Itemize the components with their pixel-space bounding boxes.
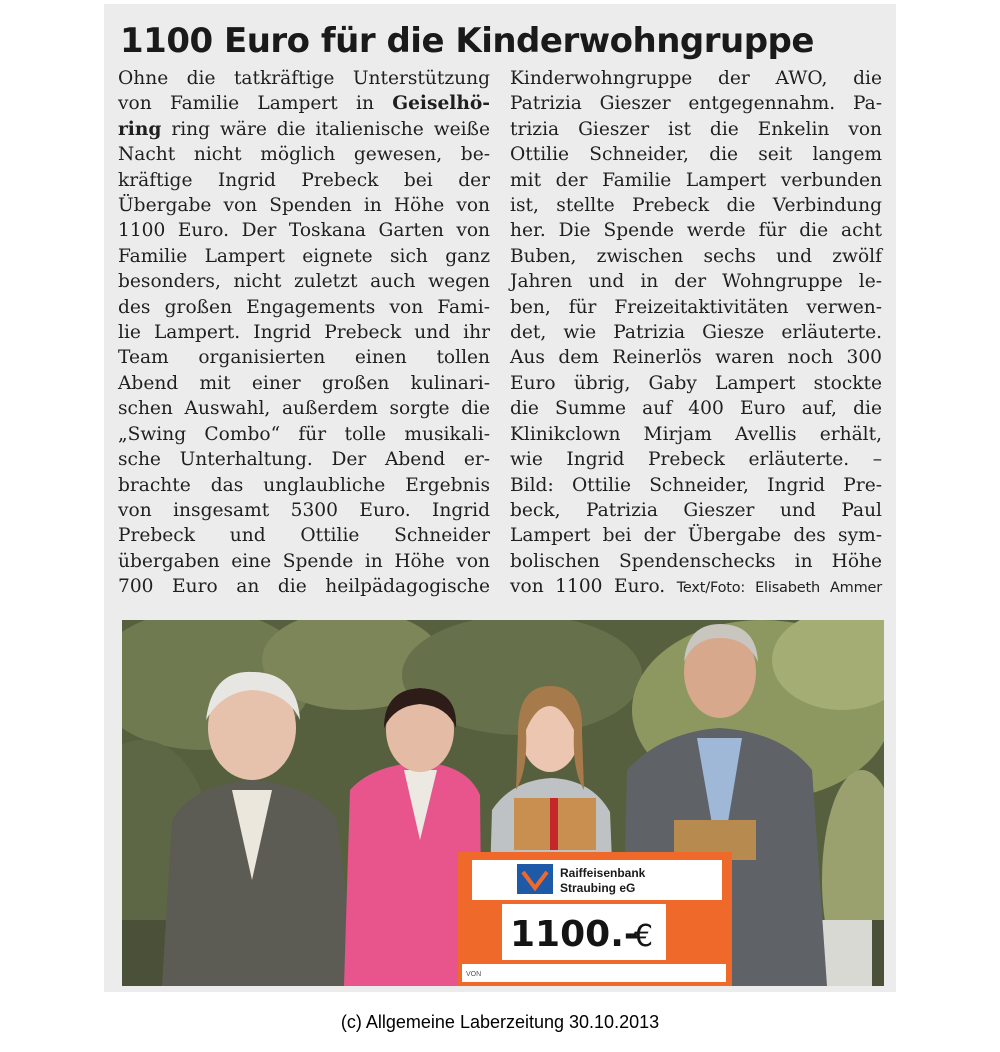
- text-line: Klinikclown Mirjam Avellis erhält,: [510, 423, 882, 445]
- place-name-bold: Geiselhö-: [392, 93, 490, 115]
- text-line-with-place: [118, 117, 490, 142]
- text-line: 1100 Euro. Der Toskana Garten von: [118, 220, 490, 242]
- text-line: beck, Patrizia Gieszer und Paul: [510, 499, 882, 521]
- bank-name-line1: Raiffeisenbank: [560, 866, 646, 880]
- text-line: übergaben eine Spende in Höhe von: [118, 550, 490, 572]
- bank-name-line2: Straubing eG: [560, 881, 636, 895]
- text-line: wie Ingrid Prebeck erläuterte. –: [510, 449, 882, 471]
- text-line: Bild: Ottilie Schneider, Ingrid Pre-: [510, 474, 882, 496]
- currency-sign: €: [634, 919, 654, 954]
- article-column-left: [118, 66, 490, 600]
- gift-ribbon: [550, 798, 558, 850]
- photo-credit: Text/Foto: Elisabeth Ammer: [676, 580, 882, 597]
- text-line: brachte das unglaubliche Ergebnis: [118, 474, 490, 496]
- donation-cheque: [458, 852, 732, 986]
- text-line: bolischen Spendenschecks in Höhe: [510, 550, 882, 572]
- text-line-with-credit: [510, 574, 882, 601]
- text-line: Aus dem Reinerlös waren noch 300: [510, 347, 882, 369]
- place-name-bold: ring: [118, 118, 162, 140]
- article-headline: 1100 Euro für die Kinderwohngruppe: [120, 21, 814, 61]
- text-fragment: ring wäre die italienische weiße: [171, 118, 490, 140]
- text-line: Übergabe von Spenden in Höhe von: [118, 195, 490, 217]
- text-line: Ohne die tatkräftige Unterstützung: [118, 68, 490, 89]
- text-line: Prebeck und Ottilie Schneider: [118, 525, 490, 547]
- text-line: Patrizia Gieszer entgegennahm. Pa-: [510, 93, 882, 115]
- text-line: besonders, nicht zuletzt auch wegen: [118, 271, 490, 293]
- cheque-field-label: VON: [466, 971, 482, 978]
- article-column-right: [510, 66, 882, 602]
- text-line: ist, stellte Prebeck die Verbindung: [510, 195, 882, 217]
- text-line: des großen Engagements von Fami-: [118, 296, 490, 318]
- text-line: Kinderwohngruppe der AWO, die: [510, 68, 882, 89]
- cheque-amount: 1100.-: [510, 914, 639, 955]
- text-line: Lampert bei der Übergabe des sym-: [510, 525, 882, 547]
- text-line: Team organisierten einen tollen: [118, 347, 490, 369]
- text-line: lie Lampert. Ingrid Prebeck und ihr: [118, 322, 490, 344]
- text-line: sche Unterhaltung. Der Abend er-: [118, 449, 490, 471]
- text-fragment: von Familie Lampert in: [118, 93, 374, 115]
- cheque-field: [462, 964, 726, 982]
- text-line: 700 Euro an die heilpädagogische: [118, 576, 490, 598]
- text-line: Euro übrig, Gaby Lampert stockte: [510, 372, 882, 394]
- text-line: ben, für Freizeitaktivitäten verwen-: [510, 296, 882, 318]
- text-fragment: von 1100 Euro.: [510, 576, 666, 598]
- text-line: die Summe auf 400 Euro auf, die: [510, 398, 882, 420]
- text-line: Abend mit einer großen kulinari-: [118, 372, 490, 394]
- text-line: det, wie Patrizia Giesze erläuterte.: [510, 322, 882, 344]
- text-line: Buben, zwischen sechs und zwölf: [510, 245, 882, 267]
- text-line: von insgesamt 5300 Euro. Ingrid: [118, 499, 490, 521]
- text-line-with-place: [118, 91, 490, 116]
- copyright-caption: (c) Allgemeine Laberzeitung 30.10.2013: [340, 1012, 660, 1032]
- text-line: Familie Lampert eignete sich ganz: [118, 245, 490, 267]
- text-line: Ottilie Schneider, die seit langem: [510, 144, 882, 166]
- text-line: her. Die Spende werde für die acht: [510, 220, 882, 242]
- text-line: mit der Familie Lampert verbunden: [510, 169, 882, 191]
- text-line: „Swing Combo“ für tolle musikali-: [118, 423, 490, 445]
- text-line: Nacht nicht möglich gewesen, be-: [118, 144, 490, 166]
- article-photo: [122, 620, 884, 986]
- photo-illustration: [122, 620, 884, 986]
- text-line: Jahren und in der Wohngruppe le-: [510, 271, 882, 293]
- text-line: trizia Gieszer ist die Enkelin von: [510, 118, 882, 140]
- text-line: kräftige Ingrid Prebeck bei der: [118, 169, 490, 191]
- text-line: schen Auswahl, außerdem sorgte die: [118, 398, 490, 420]
